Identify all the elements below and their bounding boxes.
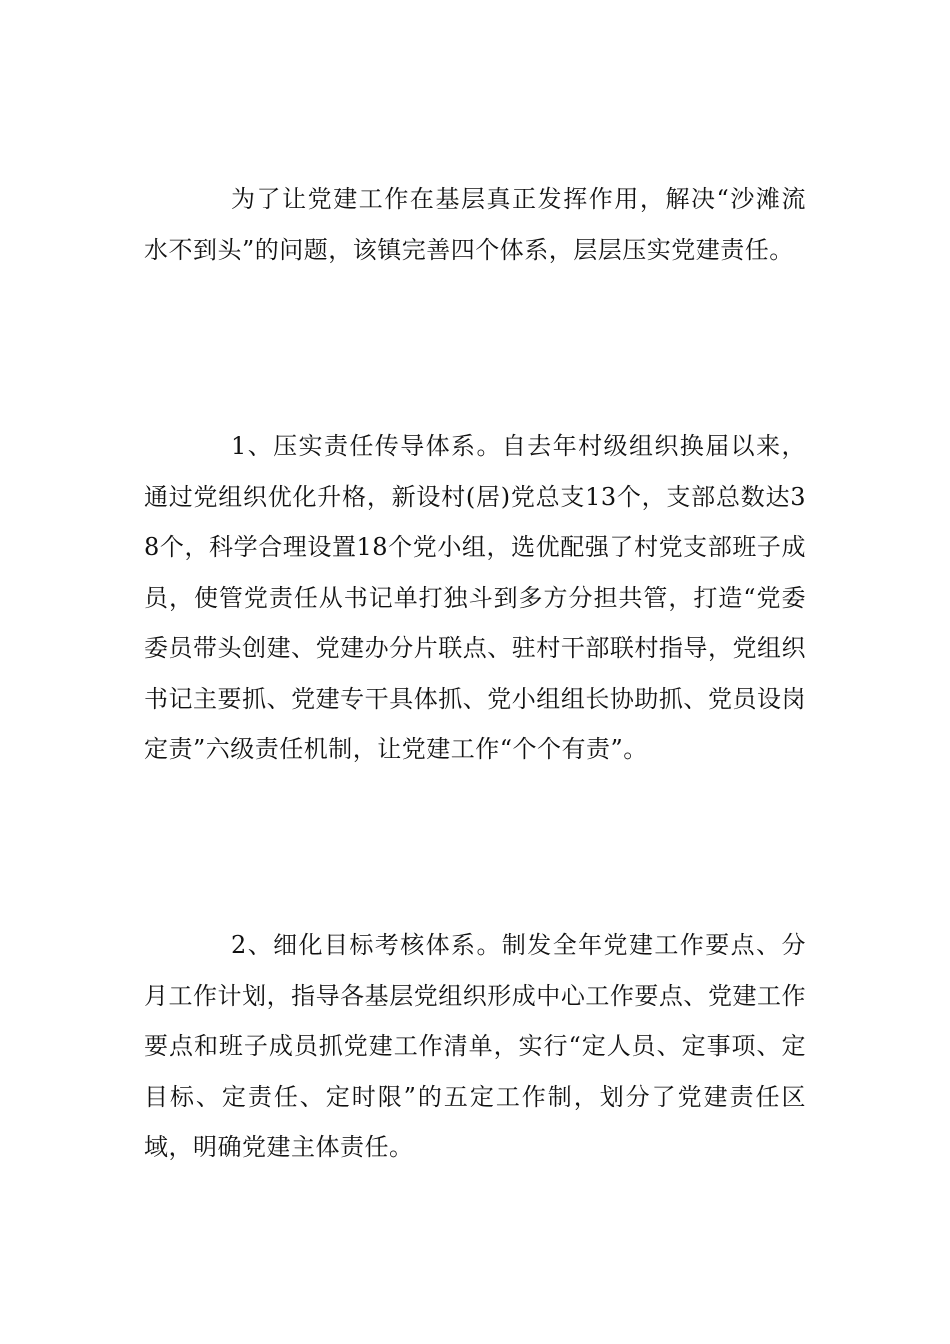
paragraph-responsibility-system: 1、压实责任传导体系。自去年村级组织换届以来，通过党组织优化升格，新设村(居)党总支13个，支部总数达38个，科学合理设置18个党小组，选优配强了村党支部班子成员，使管党责任从书记单打独斗到多方分担共管，打造“党委委员带头创建、党建办分片联点、驻村干部联村指导，党组织书记主要抓、党建专干具体抓、党小组组长协助抓、党员设岗定责”六级责任机制，让党建工作“个个有责”。	[144, 432, 806, 763]
paragraph-intro: 为了让党建工作在基层真正发挥作用，解决“沙滩流水不到头”的问题，该镇完善四个体系，层层压实党建责任。	[144, 185, 806, 264]
paragraph-assessment-system: 2、细化目标考核体系。制发全年党建工作要点、分月工作计划，指导各基层党组织形成中心工作要点、党建工作要点和班子成员抓党建工作清单，实行“定人员、定事项、定目标、定责任、定时限”的五定工作制，划分了党建责任区域，明确党建主体责任。	[144, 931, 806, 1161]
